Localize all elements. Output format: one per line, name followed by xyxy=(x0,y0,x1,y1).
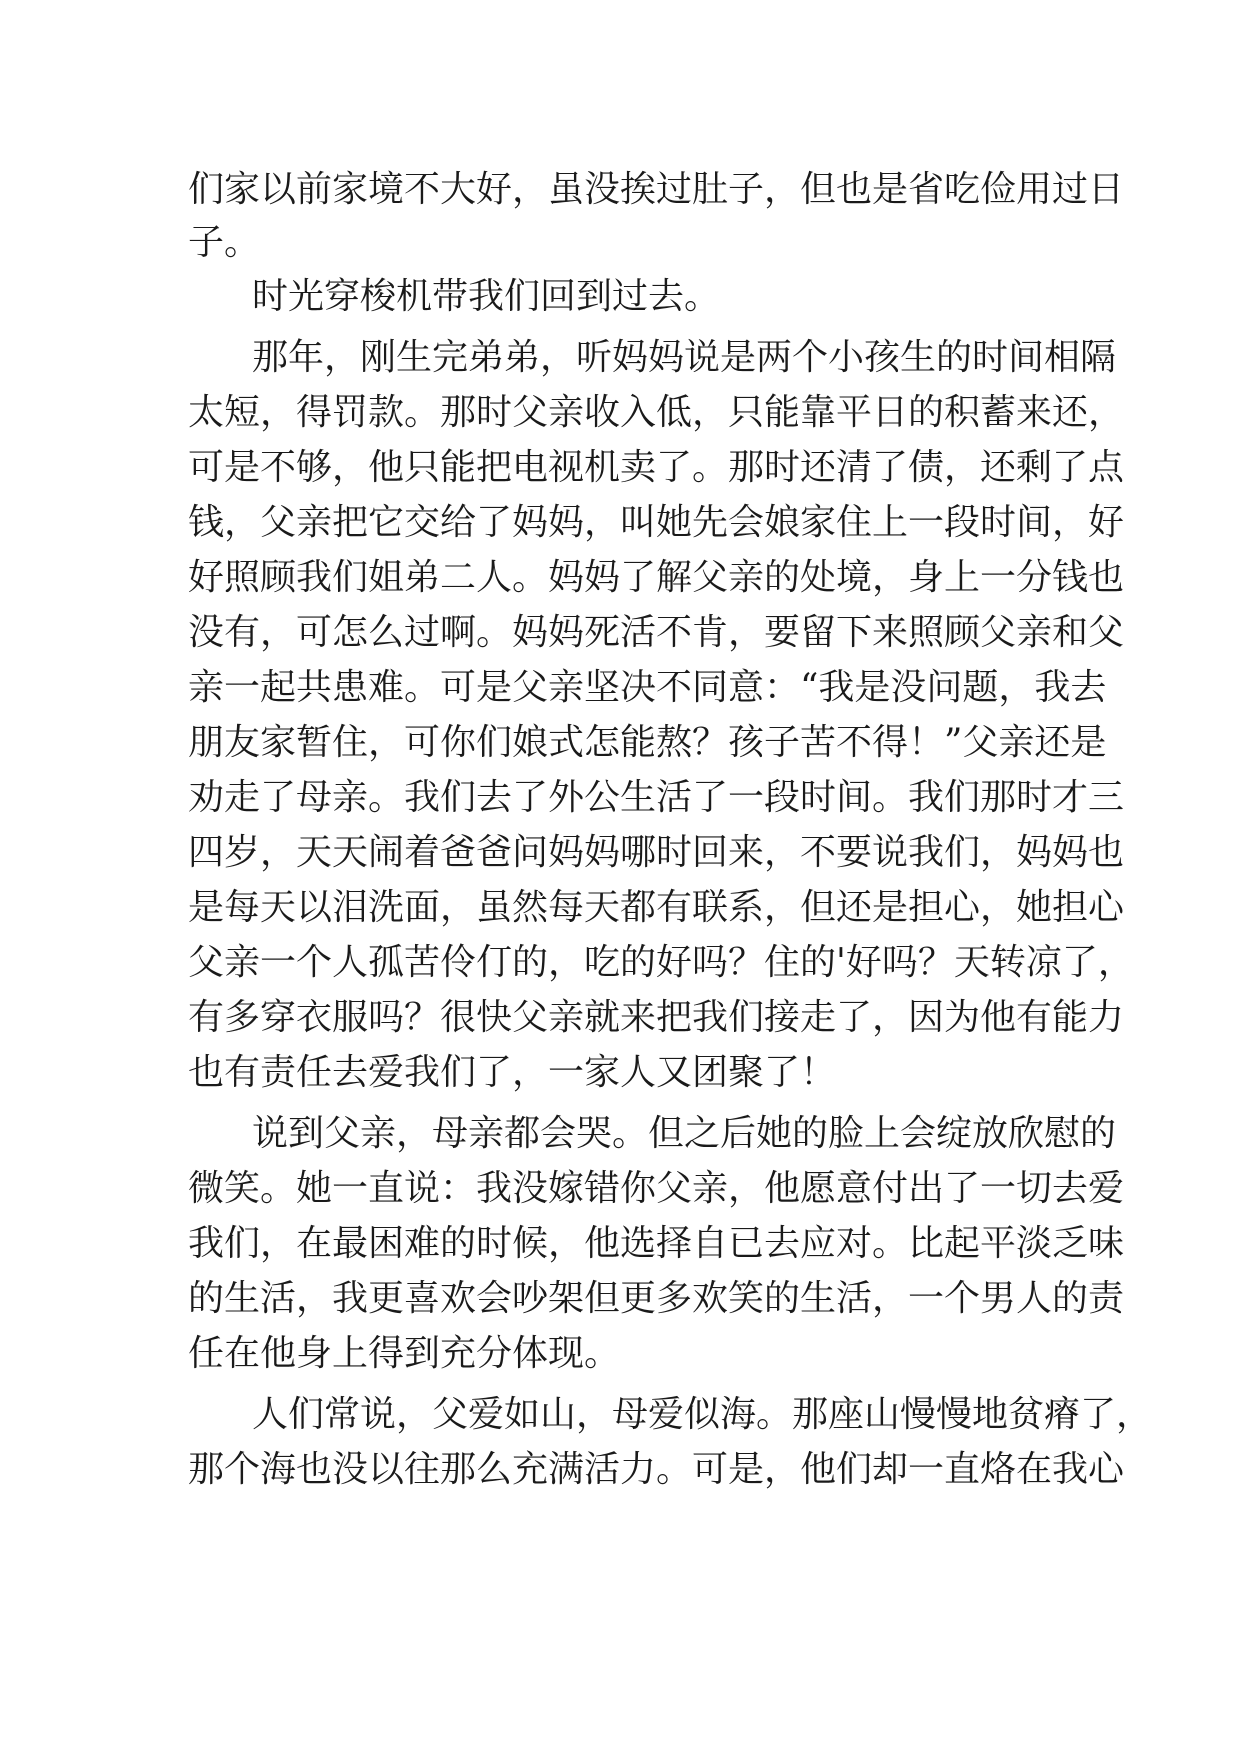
text-line: 没有，可怎么过啊。妈妈死活不肯，要留下来照顾父亲和父 xyxy=(188,612,1125,653)
text-line: 钱，父亲把它交给了妈妈，叫她先会娘家住上一段时间，好 xyxy=(188,502,1125,543)
text-line: 朋友家暂住，可你们娘式怎能熬？孩子苦不得！”父亲还是 xyxy=(188,722,1107,763)
text-line: 亲一起共患难。可是父亲坚决不同意：“我是没问题，我去 xyxy=(188,667,1107,708)
text-line: 有多穿衣服吗？很快父亲就来把我们接走了，因为他有能力 xyxy=(188,997,1125,1038)
text-line: 时光穿梭机带我们回到过去。 xyxy=(252,276,721,317)
text-line: 那个海也没以往那么充满活力。可是，他们却一直烙在我心 xyxy=(188,1449,1125,1490)
text-line: 说到父亲，母亲都会哭。但之后她的脸上会绽放欣慰的 xyxy=(252,1113,1117,1154)
text-line: 好照顾我们姐弟二人。妈妈了解父亲的处境，身上一分钱也 xyxy=(188,557,1125,598)
text-line: 人们常说，父爱如山，母爱似海。那座山慢慢地贫瘠了， xyxy=(252,1394,1153,1435)
text-line: 是每天以泪洗面，虽然每天都有联系，但还是担心，她担心 xyxy=(188,887,1125,928)
text-line: 的生活，我更喜欢会吵架但更多欢笑的生活，一个男人的责 xyxy=(188,1278,1125,1319)
text-line: 四岁，天天闹着爸爸问妈妈哪时回来，不要说我们，妈妈也 xyxy=(188,832,1125,873)
text-line: 劝走了母亲。我们去了外公生活了一段时间。我们那时才三 xyxy=(188,777,1125,818)
text-line: 可是不够，他只能把电视机卖了。那时还清了债，还剩了点 xyxy=(188,447,1125,488)
text-line: 父亲一个人孤苦伶仃的，吃的好吗？住的'好吗？天转凉了， xyxy=(188,942,1134,983)
text-line: 也有责任去爱我们了，一家人又团聚了！ xyxy=(188,1052,837,1093)
text-line: 我们，在最困难的时候，他选择自已去应对。比起平淡乏味 xyxy=(188,1223,1125,1264)
text-line: 们家以前家境不大好，虽没挨过肚子，但也是省吃俭用过日 xyxy=(188,169,1125,210)
text-line: 那年，刚生完弟弟，听妈妈说是两个小孩生的时间相隔 xyxy=(252,337,1117,378)
text-line: 子。 xyxy=(188,222,261,263)
text-line: 微笑。她一直说：我没嫁错你父亲，他愿意付出了一切去爱 xyxy=(188,1168,1125,1209)
text-line: 任在他身上得到充分体现。 xyxy=(188,1333,621,1374)
text-line: 太短，得罚款。那时父亲收入低，只能靠平日的积蓄来还， xyxy=(188,392,1125,433)
